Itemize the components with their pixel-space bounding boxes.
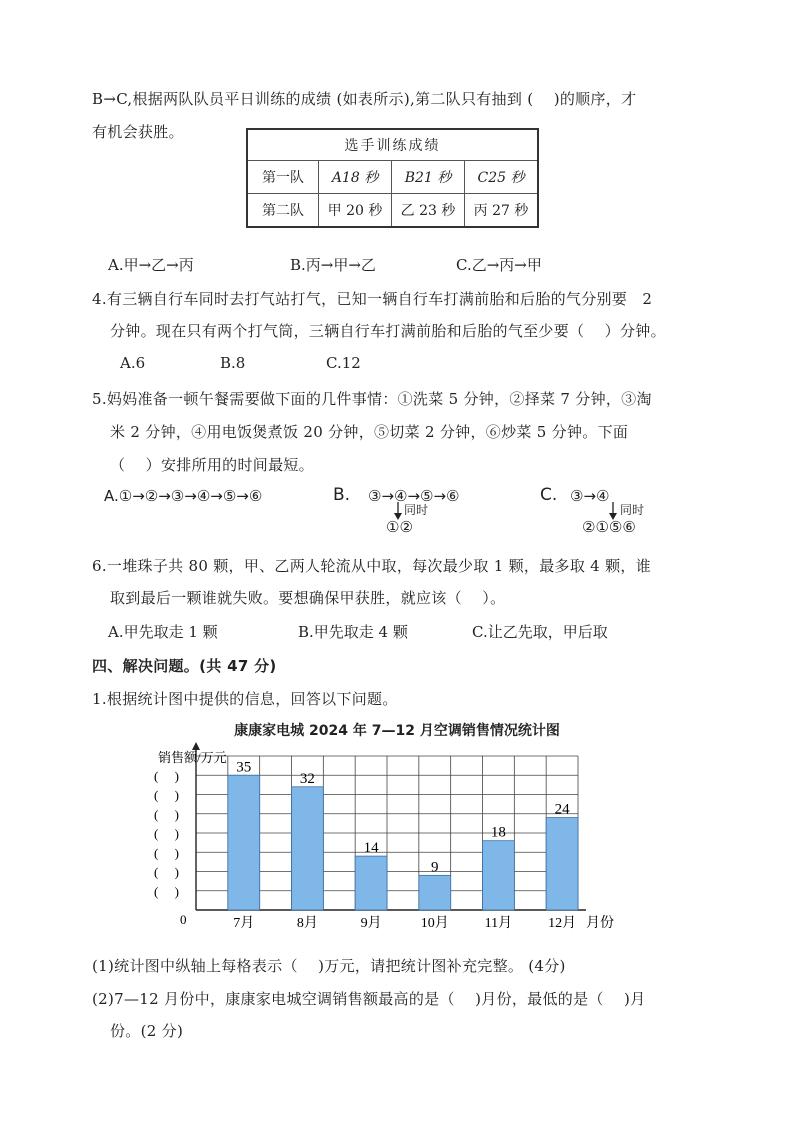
q4-option-b: B.8: [220, 354, 246, 372]
score-table-title: 选手训练成绩: [247, 129, 538, 161]
y-axis-label: 销售额/万元: [158, 750, 227, 765]
q3-option-c: C.乙→丙→甲: [456, 256, 542, 274]
y-tick-label: ( ): [154, 826, 179, 841]
y-tick-label: ( ): [154, 806, 179, 822]
q1-intro: 1.根据统计图中提供的信息，回答以下问题。: [92, 690, 398, 708]
q3-line2: 有机会获胜。: [92, 123, 184, 141]
table-cell: 第二队: [247, 194, 319, 228]
table-cell: B21 秒: [392, 161, 465, 194]
bar-9月: [355, 856, 387, 910]
x-tick-label: 10月: [420, 916, 449, 931]
table-cell: 乙 23 秒: [392, 194, 465, 228]
bar-10月: [419, 875, 451, 910]
q5-line2: 米 2 分钟，④用电饭煲煮饭 20 分钟，⑤切菜 2 分钟，⑥炒菜 5 分钟。下面: [110, 423, 629, 441]
x-tick-label: 7月: [233, 916, 255, 931]
table-cell: 甲 20 秒: [319, 194, 392, 228]
q5-option-b-sequence: ③→④→⑤→⑥: [368, 487, 460, 505]
q6-option-b: B.甲先取走 4 颗: [298, 623, 408, 641]
y-tick-label: ( ): [154, 768, 179, 784]
table-cell: C25 秒: [465, 161, 539, 194]
table-cell: A18 秒: [319, 161, 392, 194]
bar-12月: [546, 818, 578, 910]
sub-question-2-line1: (2)7—12 月份中，康康家电城空调销售额最高的是（ )月份，最低的是（ )月: [92, 990, 646, 1008]
y-tick-label: ( ): [154, 864, 179, 880]
q5-line1: 5.妈妈准备一顿午餐需要做下面的几件事情：①洗菜 5 分钟，②择菜 7 分钟，③淘: [92, 390, 652, 408]
y-tick-label: ( ): [154, 787, 179, 803]
q5-line3: （ ）安排所用的时间最短。: [110, 456, 314, 474]
data-label: 18: [490, 824, 506, 841]
bar-11月: [483, 841, 515, 910]
q5-option-c-parallel: ②①⑤⑥: [582, 518, 636, 536]
table-row: [247, 194, 538, 228]
q4-line2: 分钟。现在只有两个打气筒，三辆自行车打满前胎和后胎的气至少要（ ）分钟。: [110, 322, 666, 340]
q5-option-c-label: C.: [540, 485, 558, 505]
q4-option-c: C.12: [326, 354, 361, 372]
bar-chart: [140, 742, 620, 942]
q3-line1: B→C,根据两队队员平日训练的成绩 (如表所示),第二队只有抽到 ( )的顺序，才: [92, 90, 637, 108]
data-label: 35: [236, 759, 252, 776]
sub-question-1: (1)统计图中纵轴上每格表示（ )万元，请把统计图补充完整。 (4分): [92, 957, 566, 975]
y-tick-label: ( ): [154, 845, 179, 861]
data-label: 32: [299, 770, 315, 787]
score-table: [246, 128, 539, 228]
y-axis-arrow: [192, 742, 200, 750]
section-heading: 四、解决问题。(共 47 分): [92, 657, 277, 675]
q5-option-b-label: B.: [333, 485, 351, 505]
x-tick-label: 8月: [296, 916, 318, 931]
data-label: 9: [431, 859, 439, 876]
data-label: 14: [363, 840, 379, 857]
x-tick-label: 9月: [360, 916, 382, 931]
x-tick-label: 11月: [484, 916, 513, 931]
q6-line2: 取到最后一颗谁就失败。要想确保甲获胜，就应该（ ）。: [110, 589, 506, 607]
table-row: [247, 161, 538, 194]
bar-7月: [228, 775, 260, 910]
origin-label: 0: [180, 912, 187, 927]
q5-option-c-sequence: ③→④: [570, 487, 610, 505]
y-tick-label: ( ): [154, 883, 179, 899]
q5-option-c-simultaneous: 同时: [620, 503, 645, 517]
q6-option-a: A.甲先取走 1 颗: [108, 623, 218, 641]
q4-option-a: A.6: [120, 354, 146, 372]
table-cell: 丙 27 秒: [465, 194, 539, 228]
sub-question-2-line2: 份。(2 分): [110, 1022, 184, 1040]
q6-option-c: C.让乙先取，甲后取: [472, 623, 608, 641]
data-label: 24: [554, 801, 570, 818]
q3-option-b: B.丙→甲→乙: [290, 256, 376, 274]
x-tick-label: 12月: [548, 916, 577, 931]
q5-option-b-simultaneous: 同时: [404, 503, 429, 517]
q5-option-b-parallel: ①②: [386, 518, 413, 536]
q5-option-a: A.①→②→③→④→⑤→⑥: [104, 487, 263, 505]
x-axis-label: 月份: [586, 916, 614, 931]
q3-option-a: A.甲→乙→丙: [108, 256, 194, 274]
table-cell: 第一队: [247, 161, 319, 194]
bar-8月: [292, 787, 324, 910]
chart-title: 康康家电城 2024 年 7—12 月空调销售情况统计图: [234, 723, 560, 739]
q4-line1: 4.有三辆自行车同时去打气站打气，已知一辆自行车打满前胎和后胎的气分别要 2: [92, 290, 653, 308]
q6-line1: 6.一堆珠子共 80 颗，甲、乙两人轮流从中取，每次最少取 1 颗，最多取 4 颗，谁: [92, 557, 651, 575]
